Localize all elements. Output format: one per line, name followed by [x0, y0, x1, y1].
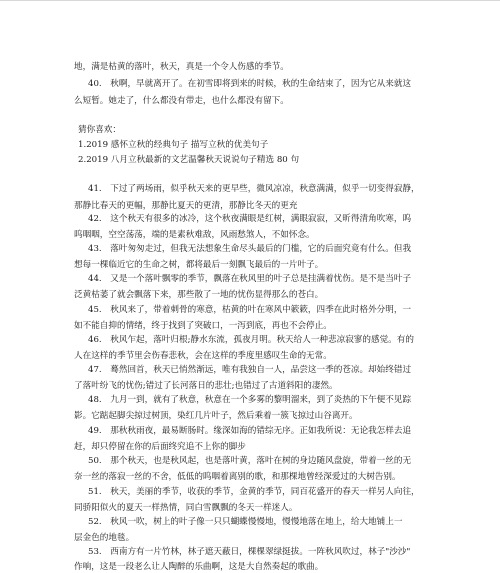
item-45-line-1: 45. 秋风来了，带着刺骨的寒意，枯黄的叶在寒风中簌簌，四季在此时格外分明，一 — [88, 305, 412, 315]
item-42-line-1: 42. 这个秋天有很多的冰冷，这个秋夜满眼是红树，满眼寂寂，又昕得清角吹寒，呜 — [88, 214, 412, 224]
related-link-2[interactable]: 2.2019 八月立秋最新的文艺温馨秋天说说句子精选 80 句 — [78, 155, 300, 165]
item-52-line-2: 层金色的地毯。 — [74, 533, 135, 543]
item-41-line-1: 41. 下过了两场雨，似乎秋天来的更早些，微风凉凉，秋意满满，似乎一切变得寂静， — [88, 184, 420, 194]
top-divider — [0, 0, 500, 1]
item-40-line: 40. 秋啊，早就离开了。在初雪即将到来的时候，秋的生命结束了，因为它从来就这 — [88, 79, 412, 89]
item-42-line-2: 呜咽咽，空空荡荡，端的是素秋难敌，风雨愁煞人，不如怀念。 — [74, 230, 315, 240]
item-51-line-1: 51. 秋天，美丽的季节，收获的季节，金黄的季节，同百花盛开的春天一样另人向往， — [88, 487, 420, 497]
item-43-line-1: 43. 落叶匆匆走过，但我无法想象生命尽头最后的门槛，它的后面究竟有什么。但我 — [88, 244, 412, 254]
related-link-1[interactable]: 1.2019 感怀立秋的经典句子 描写立秋的优美句子 — [78, 140, 269, 150]
item-47-line-1: 47. 蓦然回首，秋天已悄然渐远，唯有我独自一人，品尝这一季的苍凉。却始终错过 — [88, 365, 412, 375]
item-40-line: 么短暂。她走了，什么都没有带走，也什么都没有留下。 — [74, 96, 289, 106]
item-51-line-2: 同骄阳似火的夏天一样热情，同白雪飘飘的冬天一样迷人。 — [74, 503, 298, 513]
item-44-line-1: 44. 又是一个落叶飘零的季节，飘落在秋风里的叶子总是挂满着忧伤。是不是当叶子 — [88, 274, 412, 284]
item-50-line-1: 50. 那个秋天，也是秋风起，也是落叶黄，落叶在树的身边随风盘旋，带着一丝的无 — [88, 456, 412, 466]
item-49-line-2: 赶，却只停留在你的后面终究追不上你的脚步 — [74, 442, 246, 452]
item-47-line-2: 了落叶纷飞的忧伤;错过了长河落日的悲壮;也错过了古道斜阳的凄然。 — [74, 381, 338, 391]
intro-line: 地，满是枯黄的落叶，秋天，真是一个令人伤感的季节。 — [74, 62, 289, 72]
item-53-line-1: 53. 西南方有一片竹林，林子遮天蔽日，棵棵翠绿挺拔。一阵秋风吹过，林子"沙沙" — [88, 547, 411, 557]
item-49-line-1: 49. 那秋秋雨夜，最易断肠时。缘深如海的错综无序。正如我所说：无论我怎样去追 — [88, 426, 412, 436]
item-44-line-2: 泛黄枯萎了就会飘落下来，那些散了一地的忧伤显得那么的苍白。 — [74, 290, 324, 300]
related-heading: 猜你喜欢： — [78, 125, 121, 135]
item-45-line-2: 如不能自抑的情绪，终于找到了突破口，一泻到底，再也不会停止。 — [74, 321, 332, 331]
item-53-line-2: 作响，这是一段老么让人陶醉的乐曲啊，这是大自然奏起的歌曲。 — [74, 562, 324, 572]
item-46-line-1: 46. 秋风乍起，落叶归根;静水东流，孤夜月明。秋天给人一种悲凉寂寥的感觉。有的 — [88, 335, 414, 345]
item-50-line-2: 奈一丝的落寂一丝的不舍，低低的呜咽着离别的歌，和那棵地曾经深爱过的大树告别。 — [74, 472, 401, 482]
item-46-line-2: 人在这样的季节里会伤春悲秋，会在这样的季度里感叹生命的无常。 — [74, 351, 332, 361]
item-48-line-1: 48. 九月一到，就有了秋意，秋意在一个多雾的黎明溜来，到了炎热的下午便不见踪 — [88, 395, 412, 405]
item-52-line-1: 52. 秋风一吹，树上的叶子像一只只蝴蝶慢慢地，慢慢地落在地上，给大地铺上一 — [88, 517, 403, 527]
item-43-line-2: 想每一棵临近它的生命之树，都将最后一刻飘飞最后的一片叶子。 — [74, 260, 324, 270]
item-48-line-2: 影。它踮起脚尖掠过树顶，染红几片叶子，然后乘着一簇飞掠过山谷离开。 — [74, 411, 358, 421]
item-41-line-2: 那静比春天的更幅，那静比夏天的更清，那静比冬天的更充 — [74, 201, 298, 211]
